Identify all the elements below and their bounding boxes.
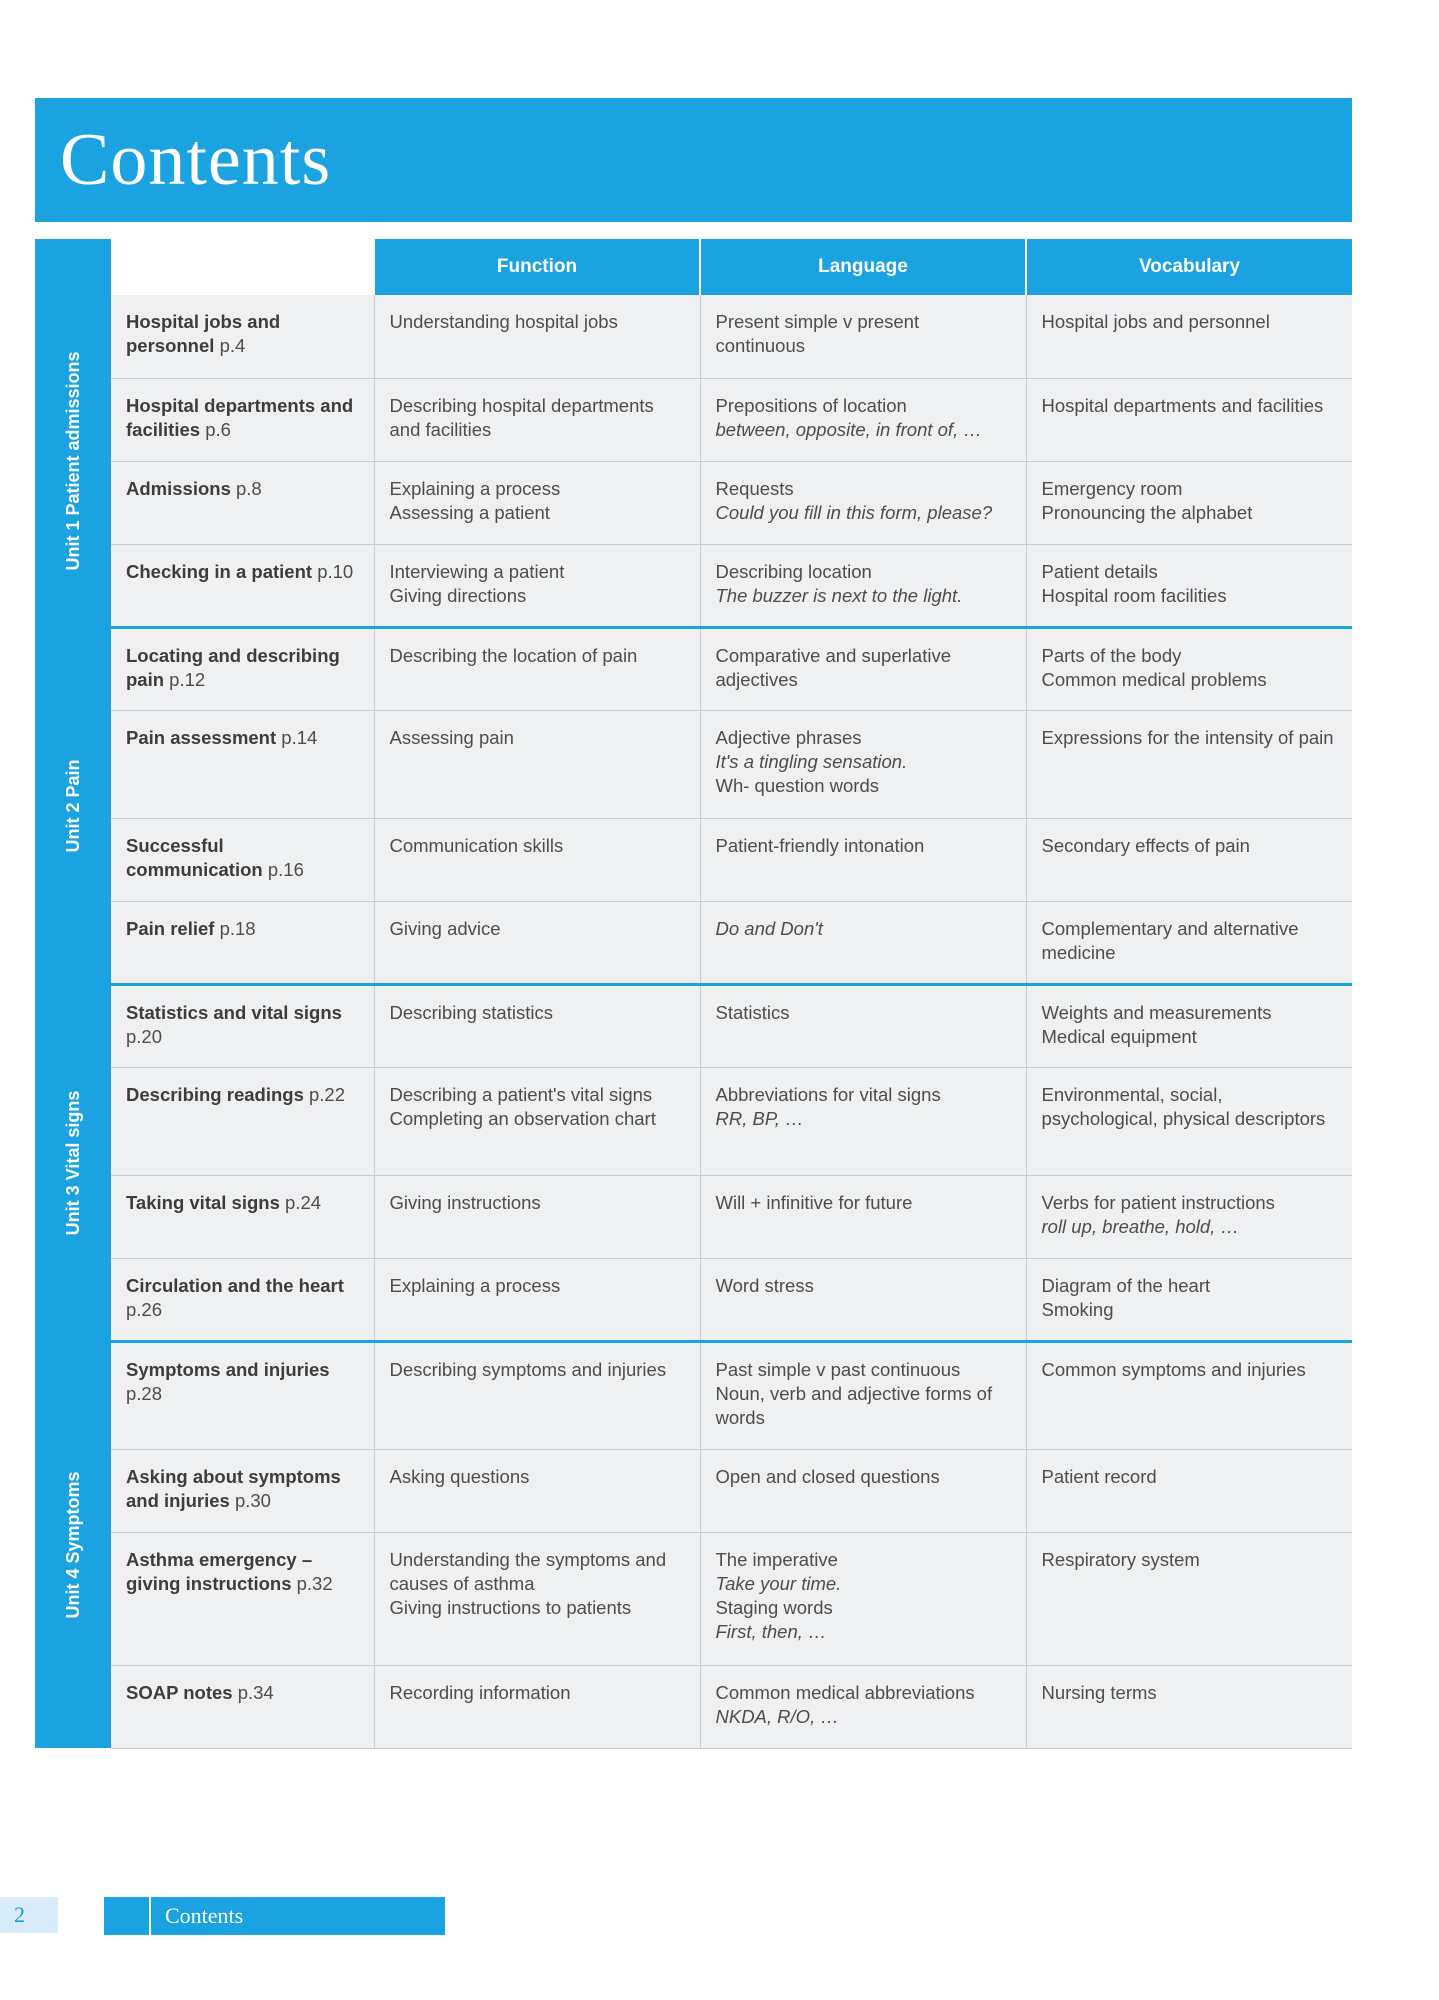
unit-label-cell (35, 295, 111, 627)
function-text: Giving instructions (389, 1191, 541, 1213)
function-text: Explaining a process (389, 1274, 561, 1296)
lesson-cell (111, 295, 374, 378)
lesson-title: Circulation and the heart (126, 1274, 344, 1296)
vocabulary-cell (1026, 1341, 1352, 1449)
header-vocabulary: Vocabulary (1026, 239, 1352, 295)
vocabulary-text: roll up, breathe, hold, … (1041, 1215, 1239, 1237)
function-text: Explaining a process (389, 477, 561, 499)
table-row (35, 627, 1352, 710)
language-text: Statistics (715, 1001, 790, 1023)
function-text: Assessing a patient (389, 501, 550, 523)
lesson-cell (111, 1449, 374, 1532)
language-text: The imperative (715, 1548, 838, 1570)
table-row (35, 378, 1352, 461)
language-cell (700, 1665, 1026, 1748)
unit-label-cell (35, 1341, 111, 1748)
table-row (35, 984, 1352, 1067)
lesson-page-ref: p.4 (219, 335, 246, 356)
lesson-page-ref: p.32 (296, 1572, 333, 1594)
lesson-title: Admissions (126, 477, 231, 499)
function-text: Describing symptoms and injuries (389, 1358, 667, 1380)
lesson-page-ref: p.28 (126, 1382, 163, 1404)
function-text: Interviewing a patient (389, 560, 565, 582)
function-text: Asking questions (389, 1465, 530, 1487)
language-text: Will + infinitive for future (715, 1191, 913, 1213)
header-language: Language (700, 239, 1026, 295)
language-text: Do and Don't (715, 917, 823, 939)
lesson-cell (111, 1067, 374, 1175)
vocabulary-text: Hospital jobs and personnel (1041, 311, 1270, 332)
table-row (35, 1665, 1352, 1748)
header-corner-lesson (111, 239, 374, 295)
table-row (35, 1067, 1352, 1175)
lesson-title: Pain relief (126, 917, 215, 939)
vocabulary-cell (1026, 1532, 1352, 1665)
language-text: Noun, verb and adjective forms of words (715, 1382, 993, 1428)
unit-label: Unit 3 Vital signs (63, 1090, 83, 1235)
lesson-cell (111, 1341, 374, 1449)
header-row (35, 239, 1352, 295)
lesson-page-ref: p.10 (317, 560, 354, 582)
language-cell (700, 378, 1026, 461)
language-text: Wh- question words (715, 774, 879, 796)
language-cell (700, 1532, 1026, 1665)
table-row (35, 901, 1352, 984)
language-cell (700, 710, 1026, 818)
function-cell (374, 1665, 700, 1748)
language-text: Patient-friendly intonation (715, 834, 925, 856)
vocabulary-text: Patient record (1041, 1465, 1157, 1487)
vocabulary-text: Expressions for the intensity of pain (1041, 726, 1334, 748)
contents-table (35, 239, 1352, 1749)
language-text: RR, BP, … (715, 1107, 804, 1129)
vocabulary-cell (1026, 1449, 1352, 1532)
language-text: It's a tingling sensation. (715, 750, 908, 772)
lesson-cell (111, 710, 374, 818)
lesson-title: SOAP notes (126, 1681, 233, 1703)
function-text: Communication skills (389, 834, 564, 856)
function-text: Giving instructions to patients (389, 1596, 632, 1618)
unit-label: Unit 4 Symptoms (63, 1470, 83, 1619)
language-cell (700, 461, 1026, 544)
vocabulary-text: Patient details (1041, 560, 1158, 582)
language-text: Abbreviations for vital signs (715, 1083, 941, 1105)
function-cell (374, 1067, 700, 1175)
function-text: Completing an observation chart (389, 1107, 656, 1129)
language-cell (700, 1341, 1026, 1449)
table-body (35, 295, 1352, 1748)
function-cell (374, 1532, 700, 1665)
table-row (35, 1175, 1352, 1258)
lesson-title: Statistics and vital signs (126, 1001, 342, 1023)
vocabulary-cell (1026, 1067, 1352, 1175)
lesson-title: Asking about symptoms and injuries (126, 1465, 341, 1511)
lesson-cell (111, 378, 374, 461)
lesson-page-ref: p.24 (285, 1191, 322, 1213)
unit-label-cell (35, 627, 111, 984)
vocabulary-cell (1026, 461, 1352, 544)
function-text: Giving advice (389, 917, 501, 939)
function-text: Describing the location of pain (389, 644, 638, 666)
lesson-cell (111, 1258, 374, 1341)
lesson-title: Taking vital signs (126, 1191, 280, 1213)
table-row (35, 710, 1352, 818)
language-text: Take your time. (715, 1572, 842, 1594)
unit-label-cell (35, 984, 111, 1341)
lesson-page-ref: p.30 (234, 1489, 271, 1511)
lesson-cell (111, 461, 374, 544)
function-text: Describing statistics (389, 1001, 553, 1023)
vocabulary-text: Parts of the body (1041, 644, 1182, 666)
footer-section-tab (104, 1897, 445, 1935)
lesson-page-ref: p.12 (169, 668, 206, 690)
page-number: 2 (0, 1897, 58, 1933)
function-text: Giving directions (389, 584, 527, 606)
language-cell (700, 901, 1026, 984)
function-cell (374, 461, 700, 544)
vocabulary-text: Hospital room facilities (1041, 584, 1227, 606)
lesson-cell (111, 1175, 374, 1258)
function-text: Understanding hospital jobs (389, 311, 618, 332)
lesson-title: Pain assessment (126, 726, 277, 748)
lesson-cell (111, 901, 374, 984)
lesson-page-ref: p.14 (281, 726, 318, 748)
language-text: The buzzer is next to the light. (715, 584, 963, 606)
vocabulary-cell (1026, 1258, 1352, 1341)
table-row (35, 544, 1352, 627)
lesson-page-ref: p.16 (267, 858, 304, 880)
vocabulary-text: Common symptoms and injuries (1041, 1358, 1306, 1380)
table-row (35, 1532, 1352, 1665)
lesson-cell (111, 627, 374, 710)
vocabulary-text: Weights and measurements (1041, 1001, 1272, 1023)
lesson-page-ref: p.20 (126, 1025, 163, 1047)
language-text: NKDA, R/O, … (715, 1705, 839, 1727)
vocabulary-cell (1026, 710, 1352, 818)
vocabulary-text: Verbs for patient instructions (1041, 1191, 1275, 1213)
language-text: Describing location (715, 560, 872, 582)
vocabulary-text: Complementary and alternative medicine (1041, 917, 1299, 963)
header-function: Function (374, 239, 700, 295)
function-cell (374, 378, 700, 461)
vocabulary-text: Nursing terms (1041, 1681, 1157, 1703)
function-cell (374, 295, 700, 378)
vocabulary-text: Common medical problems (1041, 668, 1267, 690)
table-row (35, 461, 1352, 544)
language-text: Open and closed questions (715, 1465, 940, 1487)
language-text: Comparative and superlative adjectives (715, 644, 951, 690)
vocabulary-text: Pronouncing the alphabet (1041, 501, 1253, 523)
language-text: Present simple v present continuous (715, 311, 920, 356)
table-row (35, 295, 1352, 378)
language-text: Past simple v past continuous (715, 1358, 961, 1380)
lesson-page-ref: p.8 (236, 477, 262, 499)
function-cell (374, 544, 700, 627)
function-text: Recording information (389, 1681, 571, 1703)
function-cell (374, 1341, 700, 1449)
function-cell (374, 1175, 700, 1258)
vocabulary-text: Emergency room (1041, 477, 1183, 499)
function-cell (374, 818, 700, 901)
lesson-cell (111, 1665, 374, 1748)
lesson-cell (111, 984, 374, 1067)
lesson-page-ref: p.26 (126, 1298, 163, 1320)
unit-label: Unit 2 Pain (63, 758, 83, 853)
function-text: Describing hospital departments and facilities (389, 394, 654, 440)
lesson-page-ref: p.22 (309, 1083, 346, 1105)
lesson-page-ref: p.6 (205, 418, 231, 440)
vocabulary-cell (1026, 901, 1352, 984)
vocabulary-text: Diagram of the heart (1041, 1274, 1211, 1296)
language-text: Word stress (715, 1274, 814, 1296)
vocabulary-cell (1026, 1175, 1352, 1258)
table-row (35, 1341, 1352, 1449)
lesson-title: Asthma emergency – giving instructions (126, 1548, 313, 1594)
lesson-title: Describing readings (126, 1083, 304, 1105)
vocabulary-cell (1026, 627, 1352, 710)
language-text: Common medical abbreviations (715, 1681, 975, 1703)
lesson-title: Hospital departments and facilities (126, 394, 354, 440)
vocabulary-cell (1026, 818, 1352, 901)
lesson-title: Successful communication (126, 834, 263, 880)
language-text: Prepositions of location (715, 394, 907, 416)
table-row (35, 1449, 1352, 1532)
vocabulary-cell (1026, 984, 1352, 1067)
language-cell (700, 984, 1026, 1067)
function-cell (374, 710, 700, 818)
vocabulary-text: Hospital departments and facilities (1041, 394, 1324, 416)
vocabulary-text: Medical equipment (1041, 1025, 1197, 1047)
language-cell (700, 1067, 1026, 1175)
lesson-title: Symptoms and injuries (126, 1358, 330, 1380)
lesson-title: Checking in a patient (126, 560, 313, 582)
vocabulary-text: Respiratory system (1041, 1548, 1200, 1570)
vocabulary-text: Environmental, social, psychological, physical descriptors (1041, 1083, 1326, 1129)
function-text: Assessing pain (389, 726, 514, 748)
lesson-title: Hospital jobs and personnel (126, 311, 281, 356)
lesson-page-ref: p.34 (237, 1681, 274, 1703)
footer-divider (149, 1897, 151, 1935)
function-cell (374, 627, 700, 710)
function-cell (374, 984, 700, 1067)
function-text: Understanding the symptoms and causes of asthma (389, 1548, 667, 1594)
table-row (35, 1258, 1352, 1341)
vocabulary-text: Smoking (1041, 1298, 1114, 1320)
language-cell (700, 544, 1026, 627)
lesson-page-ref: p.18 (219, 917, 256, 939)
function-cell (374, 901, 700, 984)
vocabulary-cell (1026, 544, 1352, 627)
vocabulary-cell (1026, 295, 1352, 378)
function-cell (374, 1449, 700, 1532)
table-row (35, 818, 1352, 901)
footer-section-label: Contents (165, 1903, 244, 1928)
language-cell (700, 627, 1026, 710)
language-cell (700, 295, 1026, 378)
language-text: Adjective phrases (715, 726, 862, 748)
language-text: Staging words (715, 1596, 833, 1618)
language-cell (700, 1258, 1026, 1341)
page-title: Contents (60, 118, 332, 201)
lesson-cell (111, 1532, 374, 1665)
header-corner-unit (35, 239, 111, 295)
language-text: between, opposite, in front of, … (715, 418, 982, 440)
language-text: Requests (715, 477, 794, 499)
function-text: Describing a patient's vital signs (389, 1083, 653, 1105)
lesson-cell (111, 818, 374, 901)
language-cell (700, 1175, 1026, 1258)
language-cell (700, 1449, 1026, 1532)
vocabulary-cell (1026, 1665, 1352, 1748)
vocabulary-text: Secondary effects of pain (1041, 834, 1250, 856)
language-text: Could you fill in this form, please? (715, 501, 993, 523)
lesson-cell (111, 544, 374, 627)
title-banner (35, 98, 1352, 222)
unit-label: Unit 1 Patient admissions (63, 351, 83, 571)
language-cell (700, 818, 1026, 901)
lesson-title: Locating and describing pain (126, 644, 340, 690)
vocabulary-cell (1026, 378, 1352, 461)
function-cell (374, 1258, 700, 1341)
language-text: First, then, … (715, 1620, 827, 1642)
